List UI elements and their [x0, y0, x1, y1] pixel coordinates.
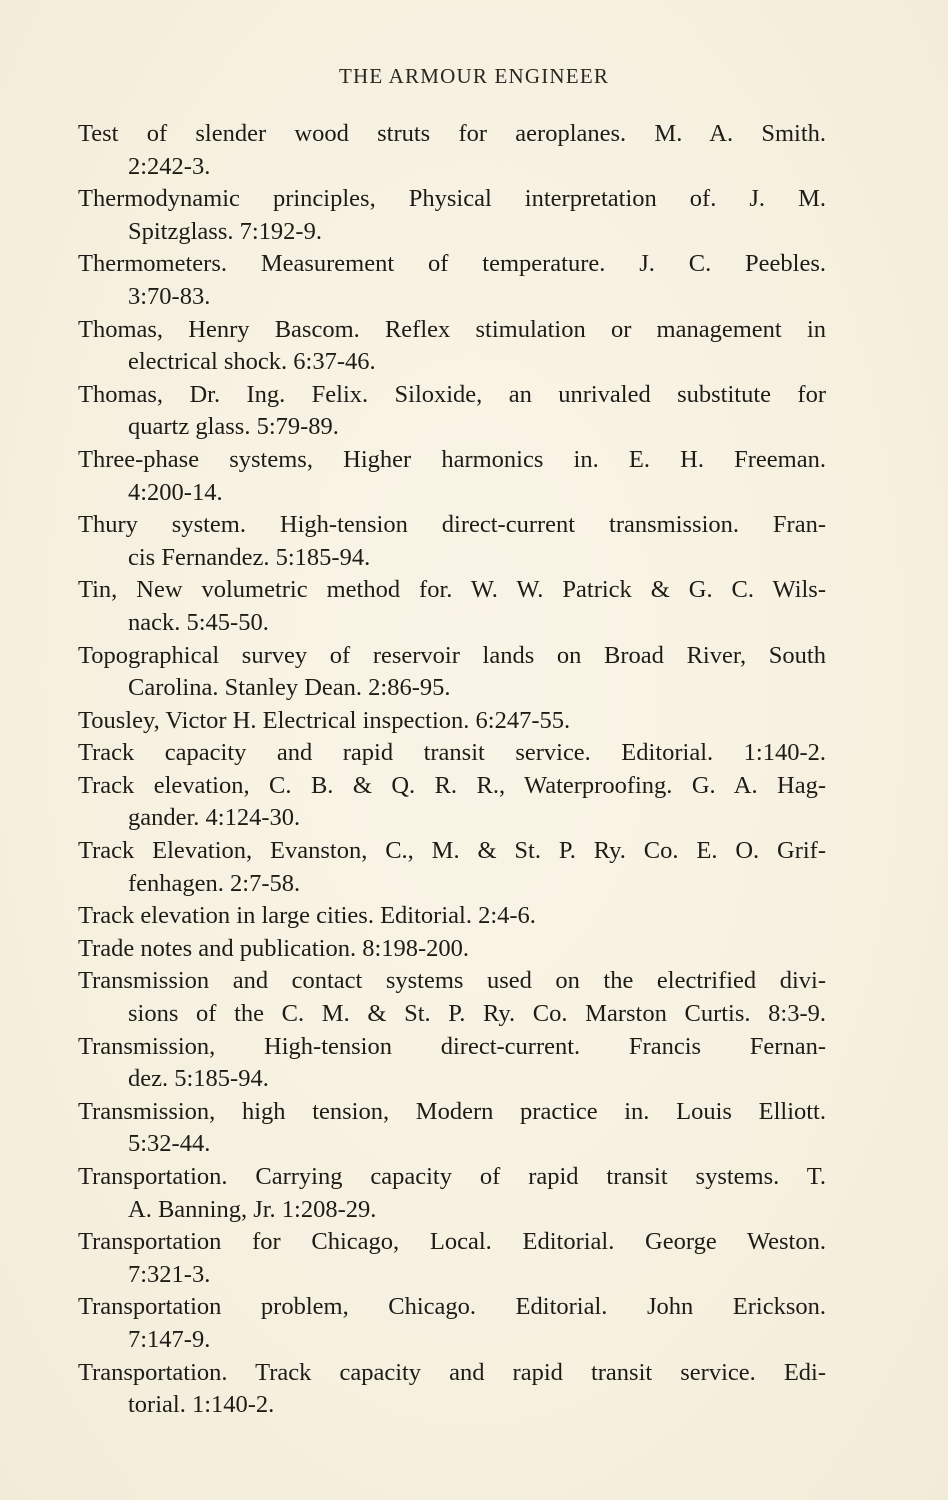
index-entry — [78, 314, 826, 379]
index-entry — [78, 900, 826, 933]
entry-continuation-line: quartz glass. 5:79-89. — [128, 413, 339, 441]
running-head: THE ARMOUR ENGINEER — [338, 64, 610, 88]
index-entry — [78, 444, 826, 509]
entry-heading-line: Track elevation in large cities. Editorial. 2:4-6. — [78, 902, 536, 930]
index-entries — [78, 118, 826, 1422]
entry-continuation-line: A. Banning, Jr. 1:208-29. — [128, 1195, 377, 1223]
entry-continuation-line: fenhagen. 2:7-58. — [128, 869, 301, 897]
entry-heading-line: Transmission and contact systems used on the electrified divi- — [78, 967, 826, 995]
index-entry — [78, 965, 826, 1030]
index-entry — [78, 1357, 826, 1422]
index-entry — [78, 183, 826, 248]
entry-heading-line: Thermodynamic principles, Physical interpretation of. J. M. — [78, 185, 826, 213]
entry-continuation-line: 7:147-9. — [128, 1325, 211, 1353]
index-entry — [78, 574, 826, 639]
entry-heading-line: Transmission, High-tension direct-current. Francis Fernan- — [78, 1032, 826, 1060]
entry-heading-line: Thomas, Dr. Ing. Felix. Siloxide, an unrivaled substitute for — [78, 380, 826, 408]
index-entry — [78, 835, 826, 900]
index-entry — [78, 705, 826, 738]
entry-heading-line: Tousley, Victor H. Electrical inspection. 6:247-55. — [78, 706, 571, 734]
entry-heading-line: Trade notes and publication. 8:198-200. — [78, 934, 470, 962]
entry-heading-line: Transportation problem, Chicago. Editorial. John Erickson. — [78, 1293, 826, 1321]
index-entry — [78, 1096, 826, 1161]
index-entry — [78, 509, 826, 574]
entry-heading-line: Three-phase systems, Higher harmonics in. E. H. Freeman. — [78, 445, 826, 473]
entry-continuation-line: cis Fernandez. 5:185-94. — [128, 543, 371, 571]
index-entry — [78, 118, 826, 183]
entry-continuation-line: 5:32-44. — [128, 1130, 211, 1158]
entry-heading-line: Thermometers. Measurement of temperature. J. C. Peebles. — [78, 250, 826, 278]
entry-continuation-line: 7:321-3. — [128, 1260, 211, 1288]
entry-heading-line: Transmission, high tension, Modern practice in. Louis Elliott. — [78, 1097, 826, 1125]
entry-continuation-line: 2:242-3. — [128, 152, 211, 180]
entry-continuation-line: Spitzglass. 7:192-9. — [128, 217, 322, 245]
entry-continuation-line: gander. 4:124-30. — [128, 804, 301, 832]
index-entry — [78, 737, 826, 770]
entry-heading-line: Transportation. Track capacity and rapid transit service. Edi- — [78, 1358, 826, 1386]
entry-continuation-line: dez. 5:185-94. — [128, 1065, 269, 1093]
index-entry — [78, 1031, 826, 1096]
entry-heading-line: Test of slender wood struts for aeroplanes. M. A. Smith. — [78, 120, 826, 147]
entry-continuation-line: 3:70-83. — [128, 282, 211, 310]
index-entry — [78, 1161, 826, 1226]
entry-heading-line: Transportation. Carrying capacity of rapid transit systems. T. — [78, 1163, 826, 1190]
entry-heading-line: Thury system. High-tension direct-current transmission. Fran- — [78, 511, 826, 539]
entry-continuation-line: Carolina. Stanley Dean. 2:86-95. — [128, 674, 451, 702]
index-entry — [78, 379, 826, 444]
index-entry — [78, 933, 826, 966]
index-entry — [78, 640, 826, 705]
entry-heading-line: Topographical survey of reservoir lands on Broad River, South — [78, 641, 826, 669]
index-entry — [78, 248, 826, 313]
entry-heading-line: Transportation for Chicago, Local. Editorial. George Weston. — [78, 1228, 826, 1256]
entry-heading-line: Thomas, Henry Bascom. Reflex stimulation or management in — [78, 315, 826, 343]
entry-heading-line: Track Elevation, Evanston, C., M. & St. P. Ry. Co. E. O. Grif- — [78, 837, 826, 865]
index-entry — [78, 1291, 826, 1356]
entry-continuation-line: 4:200-14. — [128, 478, 223, 506]
entry-heading-line: Track capacity and rapid transit service. Editorial. 1:140-2. — [78, 739, 826, 767]
entry-continuation-line: electrical shock. 6:37-46. — [128, 348, 376, 376]
entry-continuation-line: nack. 5:45-50. — [128, 608, 269, 636]
index-entry — [78, 770, 826, 835]
entry-heading-line: Track elevation, C. B. & Q. R. R., Waterproofing. G. A. Hag- — [78, 771, 826, 799]
entry-heading-line: Tin, New volumetric method for. W. W. Patrick & G. C. Wils- — [78, 576, 826, 604]
index-entry — [78, 1226, 826, 1291]
entry-continuation-line: sions of the C. M. & St. P. Ry. Co. Marston Curtis. 8:3-9. — [128, 1000, 826, 1028]
entry-continuation-line: torial. 1:140-2. — [128, 1391, 275, 1419]
